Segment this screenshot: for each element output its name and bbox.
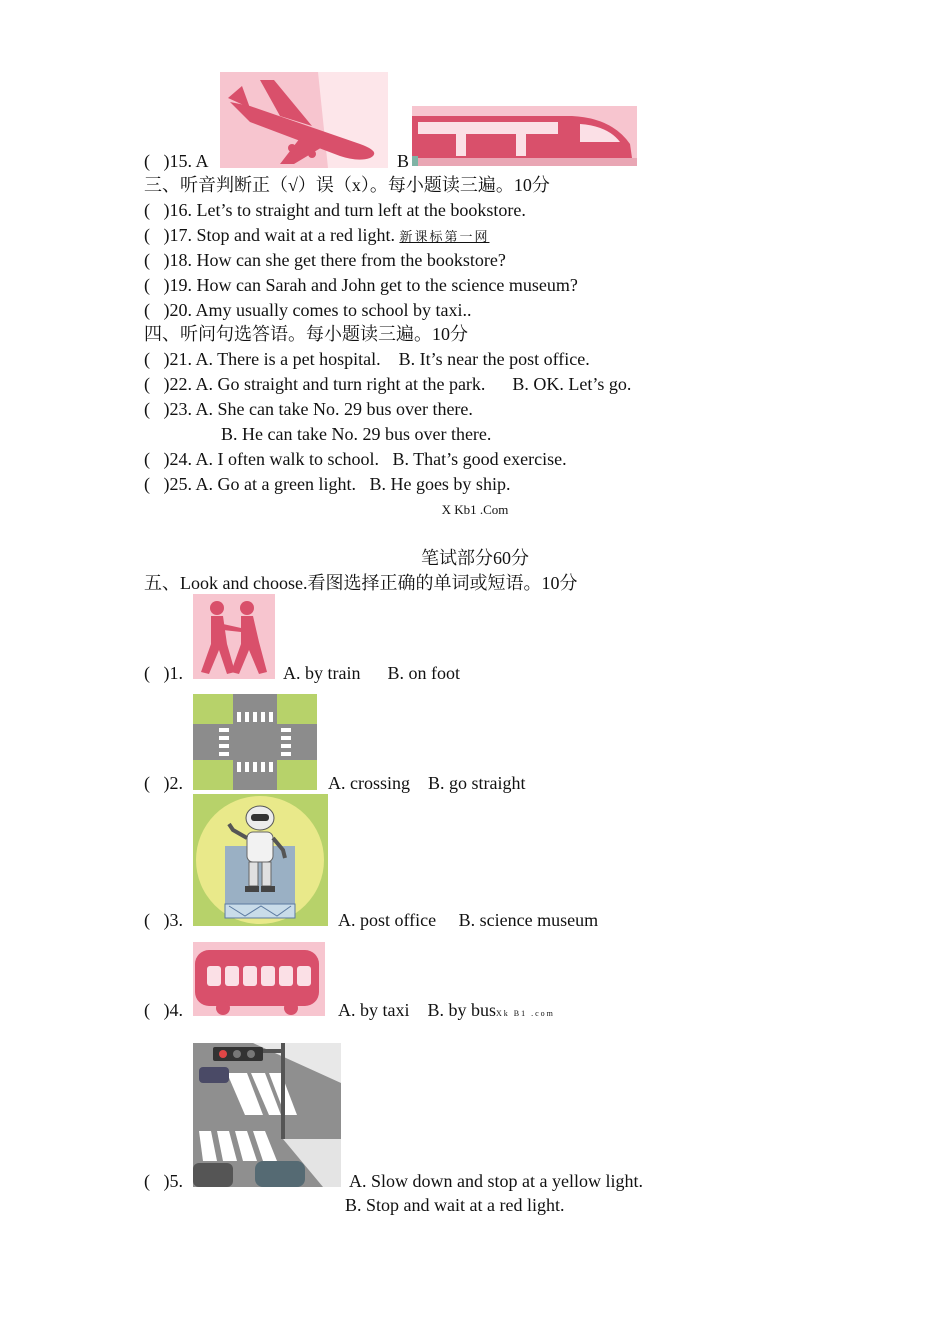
question-22: ( )22. A. Go straight and turn right at the park. B. OK. Let’s go. bbox=[144, 374, 632, 394]
question-17-note: 新课标第一网 bbox=[399, 229, 490, 244]
choose-item-5-number: ( )5. bbox=[144, 1171, 183, 1191]
section-4-heading: 四、听问句选答语。每小题读三遍。10分 bbox=[144, 324, 468, 344]
section-3-heading: 三、听音判断正（√）误（x）。每小题读三遍。10分 bbox=[144, 175, 550, 195]
choose-item-1 bbox=[144, 662, 183, 684]
traffic-light-crossing-icon bbox=[193, 1043, 341, 1187]
walking-children-icon bbox=[193, 594, 275, 679]
choose-item-1-number: ( )1. bbox=[144, 663, 183, 683]
choose-item-1-options: A. by train B. on foot bbox=[283, 663, 460, 683]
choose-item-3-options: A. post office B. science museum bbox=[338, 910, 599, 930]
choose-item-5-option-b: B. Stop and wait at a red light. bbox=[345, 1195, 565, 1215]
choose-item-2-options: A. crossing B. go straight bbox=[328, 773, 526, 793]
choose-item-4-options bbox=[338, 999, 555, 1025]
written-part-title: 笔试部分60分 bbox=[421, 548, 529, 568]
question-17-text: ( )17. Stop and wait at a red light. bbox=[144, 225, 395, 245]
question-25: ( )25. A. Go at a green light. B. He goes by ship. bbox=[144, 474, 511, 494]
question-16: ( )16. Let’s to straight and turn left at the bookstore. bbox=[144, 200, 526, 220]
question-24: ( )24. A. I often walk to school. B. That’s good exercise. bbox=[144, 449, 567, 469]
bus-icon bbox=[193, 942, 325, 1016]
choose-item-3-number: ( )3. bbox=[144, 910, 183, 930]
choose-item-4-number: ( )4. bbox=[144, 1000, 183, 1020]
crossroads-icon bbox=[193, 694, 317, 790]
question-23-option-b: B. He can take No. 29 bus over there. bbox=[221, 424, 492, 444]
question-18: ( )18. How can she get there from the bookstore? bbox=[144, 250, 506, 270]
choose-item-4-options-text: A. by taxi B. by bus bbox=[338, 1000, 497, 1020]
robot-icon bbox=[193, 794, 328, 926]
question-21: ( )21. A. There is a pet hospital. B. It’s near the post office. bbox=[144, 349, 590, 369]
question-20: ( )20. Amy usually comes to school by taxi.. bbox=[144, 300, 472, 320]
question-19: ( )19. How can Sarah and John get to the science museum? bbox=[144, 275, 578, 295]
section-5-heading: 五、Look and choose.看图选择正确的单词或短语。10分 bbox=[144, 573, 578, 593]
question-15-option-b: B bbox=[397, 151, 410, 171]
choose-item-2-number: ( )2. bbox=[144, 773, 183, 793]
watermark-text: X Kb1 .Com bbox=[441, 502, 509, 517]
train-icon bbox=[412, 106, 637, 166]
question-17 bbox=[144, 224, 489, 248]
airplane-icon bbox=[220, 72, 388, 168]
choose-item-5-option-a: A. Slow down and stop at a yellow light. bbox=[349, 1171, 643, 1191]
choose-item-4-watermark: Xk B1 .com bbox=[496, 1009, 555, 1018]
question-15-label: ( )15. A bbox=[144, 151, 209, 171]
question-23: ( )23. A. She can take No. 29 bus over there. bbox=[144, 399, 473, 419]
